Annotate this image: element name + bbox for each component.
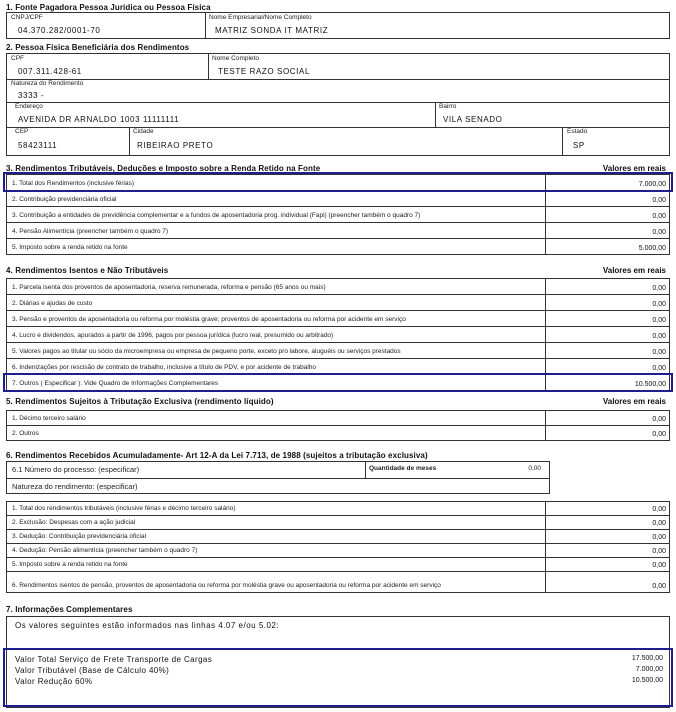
- row-value: 0,00: [652, 534, 666, 541]
- row-description: 3. Dedução: Contribuição previdenciária oficial: [12, 533, 147, 540]
- row-description: 2. Diárias e ajudas de custo: [12, 300, 93, 307]
- row-value: 0,00: [652, 333, 666, 340]
- row-value: 0,00: [652, 506, 666, 513]
- row-description: 7. Outros ( Especificar ): Vide Quadro de Informações Complementares: [12, 380, 219, 387]
- informacoes-list: [7, 655, 669, 688]
- quantidade-meses-value: 0,00: [528, 465, 541, 472]
- row-description: 5. Valores pagos ao titular ou sócio da microempresa ou empresa de pequeno porte, exceto pro labore, aluguéis ou serviços prestados: [12, 348, 401, 355]
- section-5-values-header: Valores em reais: [602, 397, 666, 406]
- row-value: 0,00: [652, 548, 666, 555]
- row-description: 6. Indenizações por rescisão de contrato de trabalho, inclusive a título de PDV, e por acidente de trabalho: [12, 364, 317, 371]
- informacao-label: Valor Total Serviço de Frete Transporte de Cargas: [15, 655, 213, 664]
- cpf-value: 007.311.428-61: [18, 67, 82, 76]
- row-description: 5. Imposto sobre a renda retido na fonte: [12, 561, 128, 568]
- table-row: [6, 557, 670, 572]
- table-row: [6, 425, 670, 441]
- row-value: 7.000,00: [638, 181, 666, 188]
- section-6-table: [6, 501, 670, 593]
- section-6-title: 6. Rendimentos Recebidos Acumuladamente- Art 12-A da Lei 7.713, de 1988 (sujeitos a tributação exclusiva): [6, 451, 428, 460]
- row-divider: [545, 327, 546, 342]
- row-description: 3. Contribuição a entidades de previdência complementar e a fundos de aposentadoria prog. individual (Fapi) (preencher também o quadro 7): [12, 212, 421, 219]
- endereco-value: AVENIDA DR ARNALDO 1003 11111111: [18, 115, 180, 124]
- row-divider: [545, 295, 546, 310]
- row-value: 0,00: [652, 365, 666, 372]
- row-description: 1. Décimo terceiro salário: [12, 415, 86, 422]
- section-4-values-header: Valores em reais: [602, 266, 666, 275]
- table-row: [6, 206, 670, 223]
- row-divider: [545, 207, 546, 222]
- row-value: 0,00: [652, 317, 666, 324]
- row-description: 4. Lucro e dividendos, apurados a partir de 1996, pagos por pessoa jurídica (lucro real, presumido ou arbitrado): [12, 332, 334, 339]
- informacao-label: Valor Tributável (Base de Cálculo 40%): [15, 666, 170, 675]
- nome-empresarial-value: MATRIZ SONDA IT MATRIZ: [215, 26, 329, 35]
- section-3-values-header: Valores em reais: [602, 164, 666, 173]
- table-row: [6, 543, 670, 558]
- section-7-box: [6, 616, 670, 708]
- table-row: [6, 294, 670, 311]
- cnpj-value: 04.370.282/0001-70: [18, 26, 101, 35]
- row-value: 0,00: [652, 285, 666, 292]
- row-value: 0,00: [652, 197, 666, 204]
- row-description: 5. Imposto sobre a renda retido na fonte: [12, 244, 128, 251]
- row-description: 1. Total dos Rendimentos (inclusive férias): [12, 180, 134, 187]
- row-divider: [545, 359, 546, 374]
- row-divider: [545, 544, 546, 557]
- row-value: 0,00: [652, 301, 666, 308]
- row-description: 2. Outros: [12, 430, 39, 437]
- row-description: 1. Parcela isenta dos proventos de aposentadoria, reserva remunerada, reforma e pensão (65 anos ou mais): [12, 284, 326, 291]
- endereco-label: Endereço: [15, 103, 43, 110]
- row-divider: [545, 530, 546, 543]
- informacao-item: [7, 666, 669, 677]
- table-row: [6, 529, 670, 544]
- cidade-label: Cidade: [133, 128, 154, 135]
- section-3-title: 3. Rendimentos Tributáveis, Deduções e Imposto sobre a Renda Retido na Fonte: [6, 164, 321, 173]
- informacao-value: 17.500,00: [631, 655, 663, 662]
- row-divider: [545, 191, 546, 206]
- row-divider: [545, 411, 546, 425]
- row-description: 2. Exclusão: Despesas com a ação judicial: [12, 519, 136, 526]
- natureza-label: Natureza do Rendimento: [11, 80, 84, 87]
- row-description: 4. Pensão Alimentícia (preencher também o quadro 7): [12, 228, 169, 235]
- informacao-value: 7.000,00: [635, 666, 663, 673]
- row-divider: [545, 175, 546, 190]
- row-divider: [545, 572, 546, 592]
- section-7-title: 7. Informações Complementares: [6, 605, 133, 614]
- cep-label: CEP: [15, 128, 29, 135]
- informacoes-intro: Os valores seguintes estão informados nas linhas 4.07 e/ou 5.02:: [15, 621, 280, 630]
- informacao-item: [7, 655, 669, 666]
- table-row: [6, 571, 670, 593]
- row-divider: [545, 375, 546, 390]
- row-divider: [545, 223, 546, 238]
- row-value: 0,00: [652, 416, 666, 423]
- row-divider: [545, 279, 546, 294]
- section-6-process-box: [6, 461, 550, 494]
- informacao-value: 10.500,00: [631, 677, 663, 684]
- estado-value: SP: [573, 141, 585, 150]
- row-divider: [545, 239, 546, 254]
- section-4-table: [6, 278, 670, 391]
- row-value: 10.500,00: [634, 381, 666, 388]
- divider: [205, 13, 206, 38]
- informacao-item: [7, 677, 669, 688]
- table-row: [6, 310, 670, 327]
- nome-completo-label: Nome Completo: [212, 55, 259, 62]
- table-row: [6, 190, 670, 207]
- cep-value: 58423111: [18, 141, 58, 150]
- bairro-label: Bairro: [439, 103, 457, 110]
- row-value: 0,00: [652, 583, 666, 590]
- section-2-title: 2. Pessoa Física Beneficiária dos Rendimentos: [6, 43, 190, 52]
- row-value: 0,00: [652, 349, 666, 356]
- table-row: [6, 374, 670, 391]
- quantidade-meses-label: Quantidade de meses: [369, 465, 437, 472]
- table-row: [6, 515, 670, 530]
- section-3-table: [6, 174, 670, 255]
- natureza-value: 3333 -: [18, 91, 45, 100]
- cpf-label: CPF: [11, 55, 24, 62]
- informacao-label: Valor Redução 60%: [15, 677, 93, 686]
- table-row: [6, 238, 670, 255]
- row-divider: [545, 558, 546, 571]
- row-divider: [545, 343, 546, 358]
- row-description: 4. Dedução: Pensão alimentícia (preencher também o quadro 7): [12, 547, 198, 554]
- processo-label: 6.1 Número do processo: (especificar): [12, 465, 140, 474]
- table-row: [6, 358, 670, 375]
- section-1-box: [6, 12, 670, 39]
- section-5-title: 5. Rendimentos Sujeitos à Tributação Exclusiva (rendimento líquido): [6, 397, 274, 406]
- row-description: 6. Rendimentos isentos de pensão, proventos de aposentadoria ou reforma por moléstia grave ou aposentadoria ou reforma por acidente em serviço: [12, 582, 441, 589]
- section-4-title: 4. Rendimentos Isentos e Não Tributáveis: [6, 266, 169, 275]
- section-5-table: [6, 410, 670, 441]
- table-row: [6, 278, 670, 295]
- table-row: [6, 174, 670, 191]
- section-2-box: [6, 53, 670, 156]
- cidade-value: RIBEIRAO PRETO: [137, 141, 214, 150]
- nome-completo-value: TESTE RAZO SOCIAL: [218, 67, 310, 76]
- row-description: 2. Contribuição previdenciária oficial: [12, 196, 117, 203]
- section-1-title: 1. Fonte Pagadora Pessoa Jurídica ou Pessoa Física: [6, 3, 211, 12]
- table-row: [6, 501, 670, 516]
- natureza-rendimento-label: Natureza do rendimento: (especificar): [12, 482, 138, 491]
- table-row: [6, 222, 670, 239]
- row-value: 0,00: [652, 213, 666, 220]
- row-value: 0,00: [652, 562, 666, 569]
- nome-empresarial-label: Nome Empresarial/Nome Completo: [209, 14, 312, 21]
- row-description: 3. Pensão e proventos de aposentadoria ou reforma por moléstia grave; proventos de aposentadoria ou reforma por acidente em serviço: [12, 316, 406, 323]
- cnpj-label: CNPJ/CPF: [11, 14, 43, 21]
- table-row: [6, 410, 670, 426]
- row-divider: [545, 516, 546, 529]
- row-divider: [545, 311, 546, 326]
- table-row: [6, 326, 670, 343]
- bairro-value: VILA SENADO: [443, 115, 503, 124]
- row-description: 1. Total dos rendimentos tributáveis (inclusive férias e décimo terceiro salário): [12, 505, 236, 512]
- row-value: 0,00: [652, 229, 666, 236]
- estado-label: Estado: [567, 128, 588, 135]
- row-value: 0,00: [652, 520, 666, 527]
- table-row: [6, 342, 670, 359]
- row-value: 5.000,00: [638, 245, 666, 252]
- row-value: 0,00: [652, 431, 666, 438]
- row-divider: [545, 502, 546, 515]
- row-divider: [545, 426, 546, 440]
